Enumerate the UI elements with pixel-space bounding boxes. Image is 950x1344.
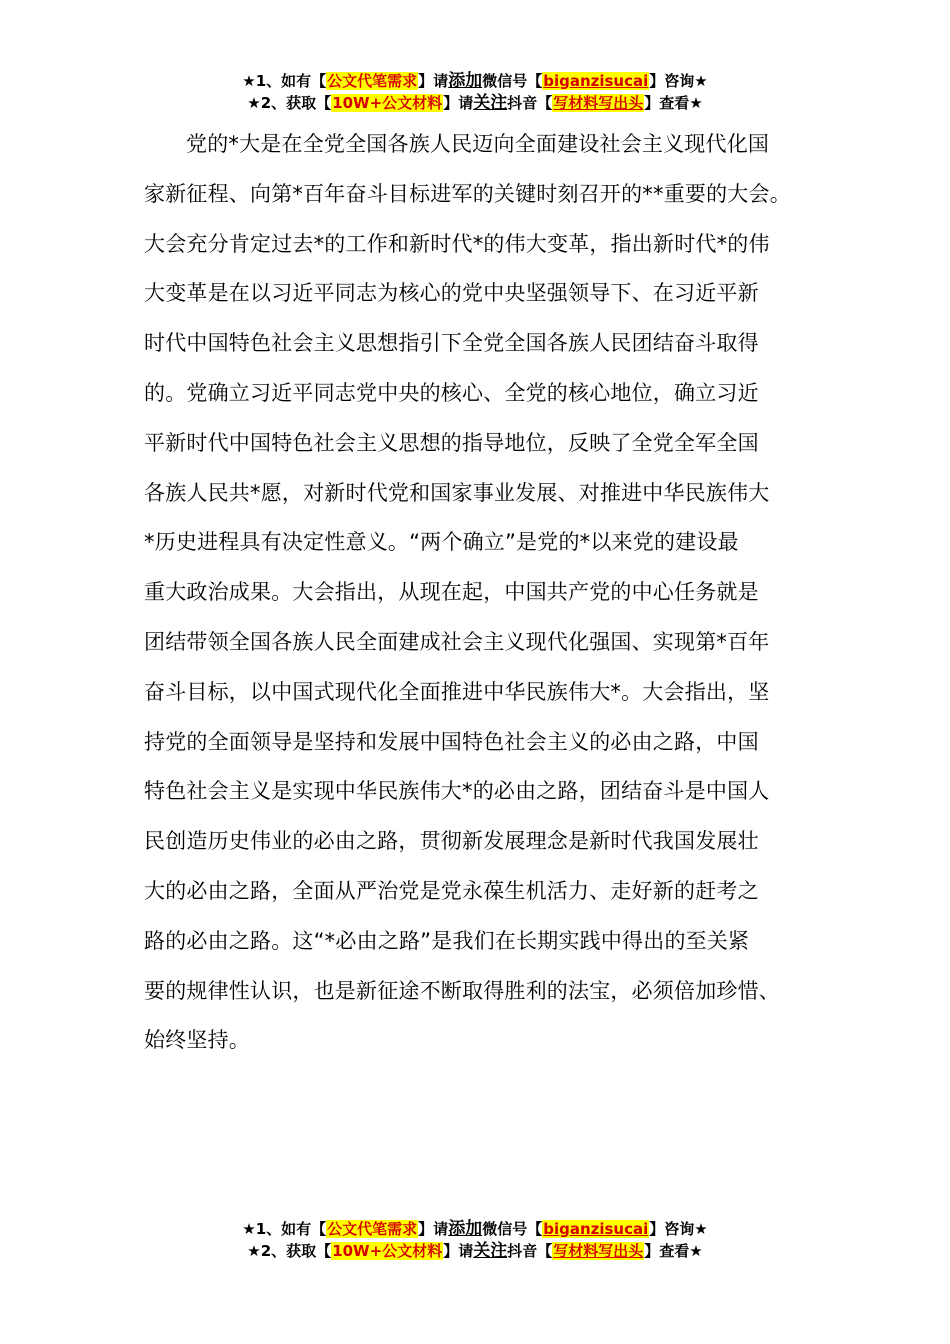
body-line: 奋斗目标，以中国式现代化全面推进中华民族伟大*。大会指出，坚 [144,679,770,704]
body-line: 团结带领全国各族人民全面建成社会主义现代化强国、实现第*百年 [144,629,770,654]
highlight-materials: 10W+公文材料 [332,94,443,112]
header-text: 】查看★ [644,94,703,112]
footer-text: 微信号【 [482,1220,543,1238]
footer-text: ★1、如有【 [242,1220,327,1238]
body-line: 大变革是在以习近平同志为核心的党中央坚强领导下、在习近平新 [144,281,759,306]
header-text: 】请 [418,72,449,90]
body-line: 各族人民共*愿，对新时代党和国家事业发展、对推进中华民族伟大 [144,480,770,505]
footer-text: ★2、获取【 [247,1242,332,1260]
wechat-id-link[interactable]: biganzisucai [543,72,649,90]
footer-text: 】咨询★ [649,1220,708,1238]
body-line: 特色社会主义是实现中华民族伟大*的必由之路，团结奋斗是中国人 [144,779,770,804]
header-text: ★2、获取【 [247,94,332,112]
body-line: 时代中国特色社会主义思想指引下全党全国各族人民团结奋斗取得 [144,331,759,356]
body-line: *历史进程具有决定性意义。“两个确立”是党的*以来党的建设最 [144,530,739,555]
body-line: 大的必由之路，全面从严治党是党永葆生机活力、走好新的赶考之 [144,878,759,903]
header-text: 微信号【 [482,72,543,90]
document-body [144,120,816,1066]
footer-text: 】请 [443,1242,474,1260]
footer-banner [0,1218,950,1262]
body-line: 民创造历史伟业的必由之路，贯彻新发展理念是新时代我国发展壮 [144,829,759,854]
body-line: 家新征程、向第*百年奋斗目标进军的关键时刻召开的**重要的大会。 [144,181,791,206]
header-text: 】咨询★ [649,72,708,90]
footer-text: 抖音【 [507,1242,553,1260]
emphasis-text: 添加 [448,1219,483,1239]
body-line: 重大政治成果。大会指出，从现在起，中国共产党的中心任务就是 [144,580,759,605]
footer-line-1 [0,1218,950,1240]
body-line: 大会充分肯定过去*的工作和新时代*的伟大变革，指出新时代*的伟 [144,231,770,256]
body-line: 始终坚持。 [144,1028,250,1053]
emphasis-text: 添加 [448,71,483,91]
highlight-service: 公文代笔需求 [327,72,418,90]
header-line-2 [0,92,950,114]
footer-text: 】请 [418,1220,449,1238]
body-line: 持党的全面领导是坚持和发展中国特色社会主义的必由之路，中国 [144,729,759,754]
body-line: 路的必由之路。这“*必由之路”是我们在长期实践中得出的至关紧 [144,928,750,953]
footer-text: 】查看★ [644,1242,703,1260]
emphasis-text: 关注 [473,1241,508,1261]
wechat-id-link[interactable]: biganzisucai [543,1220,649,1238]
header-text: 抖音【 [507,94,553,112]
emphasis-text: 关注 [473,93,508,113]
highlight-service: 公文代笔需求 [327,1220,418,1238]
header-text: 】请 [443,94,474,112]
body-line: 平新时代中国特色社会主义思想的指导地位，反映了全党全军全国 [144,430,759,455]
header-banner [0,70,950,114]
body-line: 要的规律性认识，也是新征途不断取得胜利的法宝，必须倍加珍惜、 [144,978,780,1003]
footer-line-2 [0,1240,950,1262]
body-line: 的。党确立习近平同志党中央的核心、全党的核心地位，确立习近 [144,380,759,405]
highlight-materials: 10W+公文材料 [332,1242,443,1260]
douyin-account-link[interactable]: 写材料写出头 [553,94,644,112]
body-line: 党的*大是在全党全国各族人民迈向全面建设社会主义现代化国 [186,132,770,156]
douyin-account-link[interactable]: 写材料写出头 [553,1242,644,1260]
header-line-1 [0,70,950,92]
header-text: ★1、如有【 [242,72,327,90]
